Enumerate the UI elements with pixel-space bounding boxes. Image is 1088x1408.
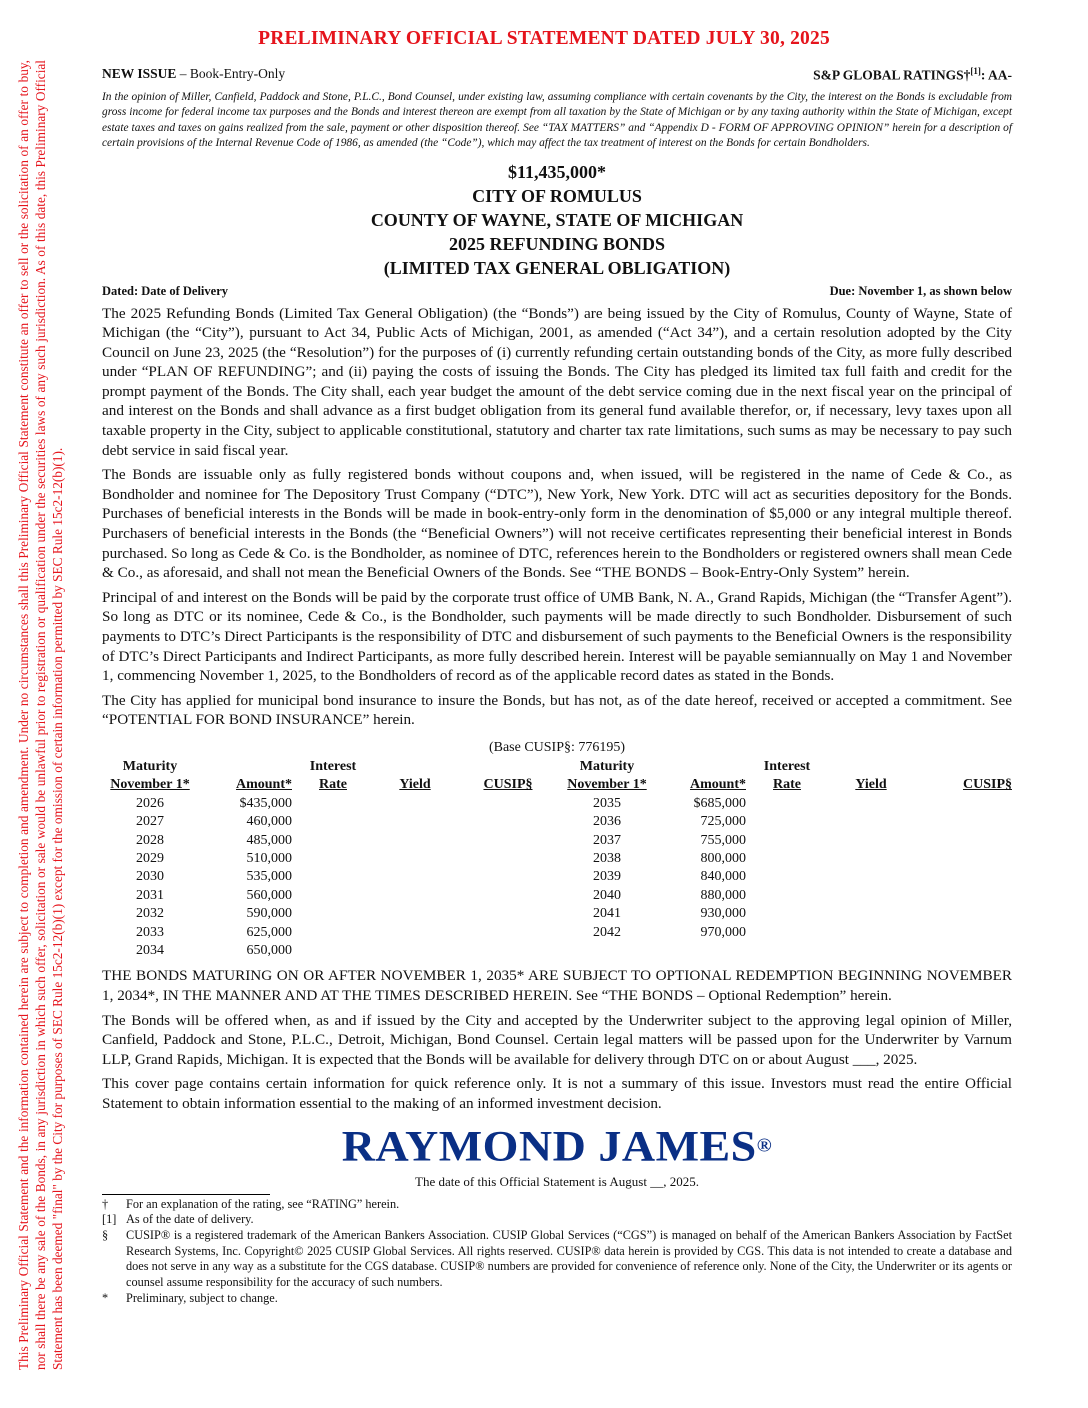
maturity-header-bottom: November 1*: [110, 777, 190, 793]
maturity-amount-cell: $685,000: [693, 795, 746, 811]
maturity-amount-cell: 625,000: [246, 924, 292, 940]
maturity-header-top: Maturity: [579, 758, 635, 774]
footnote-marker: *: [102, 1290, 109, 1305]
base-cusip: (Base CUSIP§: 776195): [488, 739, 626, 755]
maturity-header-bottom: November 1*: [567, 777, 647, 793]
maturity-amount-cell: 970,000: [700, 924, 746, 940]
interest-header-top: Interest: [309, 758, 357, 774]
maturity-year-cell: 2031: [136, 887, 164, 903]
maturity-year-cell: 2036: [593, 814, 621, 830]
maturity-column: [102, 758, 198, 960]
statement-date: The date of this Official Statement is August __, 2025.: [415, 1173, 699, 1189]
maturity-amount-cell: 460,000: [246, 814, 292, 830]
yield-header: Yield: [855, 777, 887, 793]
bond-counsel-opinion: In the opinion of Miller, Canfield, Paddock and Stone, P.L.C., Bond Counsel, under existing law, assuming compliance with certain covenants by the City, the interest on the Bonds is excludable from gross income for federal income tax purposes and the Bonds and interest thereon are exempt from all taxation by the State of Michigan or by any taxing authority within the State of Michigan, except estate taxes and taxes on gains realized from the sale, payment or other disposition thereof. See “TAX MATTERS” and “Appendix D - FORM OF APPROVING OPINION” herein for a description of certain provisions of the Internal Revenue Code of 1986, as amended (the “Code”), which may affect the tax treatment of interest on the Bonds for certain Bondholders.: [102, 90, 1012, 149]
maturity-amount-cell: 840,000: [700, 869, 746, 885]
maturity-column: [560, 758, 654, 960]
yield-header: Yield: [399, 777, 431, 793]
cusip-header: CUSIP§: [962, 777, 1012, 793]
maturity-year-cell: 2040: [593, 887, 621, 903]
maturity-year-cell: 2030: [136, 869, 164, 885]
obligation-type: (LIMITED TAX GENERAL OBLIGATION): [383, 257, 731, 278]
maturity-year-cell: 2033: [136, 924, 164, 940]
interest-header-top: Interest: [763, 758, 811, 774]
maturity-amount-cell: 485,000: [246, 832, 292, 848]
maturity-year-cell: 2026: [136, 795, 164, 811]
interest-column: [746, 758, 828, 960]
interest-header-bottom: Rate: [319, 777, 347, 793]
cover-page: [102, 66, 1012, 1307]
maturity-year-cell: 2042: [593, 924, 621, 940]
footnote-text: For an explanation of the rating, see “RATING” herein.: [126, 1196, 400, 1211]
maturity-amount-cell: 800,000: [700, 851, 746, 866]
maturity-schedule-table: [102, 758, 1012, 960]
maturity-table-left: [102, 758, 560, 960]
paragraph-insurance: The City has applied for municipal bond insurance to insure the Bonds, but has not, as of the date hereof, received or accepted a commitment. See “POTENTIAL FOR BOND INSURANCE” herein.: [102, 691, 1012, 729]
footnote-text: As of the date of delivery.: [126, 1212, 254, 1227]
footnote-marker: §: [102, 1228, 109, 1242]
dated-date: Dated: Date of Delivery: [102, 283, 228, 298]
footnotes: [102, 1197, 1012, 1307]
maturity-amount-cell: $435,000: [239, 795, 292, 811]
due-date: Due: November 1, as shown below: [829, 283, 1012, 298]
maturity-amount-cell: 755,000: [700, 832, 746, 848]
principal-amount: $11,435,000*: [507, 161, 606, 182]
yield-column: [828, 758, 914, 960]
footnote-item: [102, 1228, 1012, 1291]
issue-rating-row: [102, 66, 1012, 84]
dated-due-row: [102, 284, 1012, 299]
maturity-amount-cell: 535,000: [246, 869, 292, 885]
maturity-amount-cell: 510,000: [246, 851, 292, 866]
amount-column: [654, 758, 746, 960]
paragraph-offering: The Bonds will be offered when, as and if issued by the City and accepted by the Underwriter subject to the approving legal opinion of Miller, Canfield, Paddock and Stone, P.L.C., Detroit, Michigan, Bond Counsel. Certain legal matters will be passed upon for the Underwriter by Varnum LLP, Grand Rapids, Michigan. It is expected that the Bonds will be available for delivery through DTC on or about August ___, 2025.: [102, 1011, 1012, 1068]
footnote-item: [102, 1291, 1012, 1307]
maturity-amount-cell: 725,000: [700, 814, 746, 830]
bond-title-block: [102, 160, 1012, 280]
paragraph-book-entry: The Bonds are issuable only as fully registered bonds without coupons and, when issued, will be registered in the name of Cede & Co., as Bondholder and nominee for The Depository Trust Company (“DTC”), New York, New York. DTC will act as securities depository for the Bonds. Purchases of beneficial interests in the Bonds will be made in book-entry-only form in the denomination of $5,000 or any integral multiple thereof. Purchasers of beneficial interests in the Bonds (the “Beneficial Owners”) will not receive certificates representing their beneficial interest in Bonds purchased. So long as Cede & Co. is the Bondholder, as nominee of DTC, references herein to the Bondholders or registered owners shall mean Cede & Co., as aforesaid, and shall not mean the Beneficial Owners of the Bonds. See “THE BONDS – Book-Entry-Only System” herein.: [102, 466, 1012, 582]
sidebar-legal-notice: This Preliminary Official Statement and the information contained herein are subject to completion and amendment. Under no circumstances shall this Preliminary Official Statement constitute an offer to sell or the solicitation of an offer to buy, nor shall there be any sale of the Bonds, in any jurisdiction in which such offer, solicitation or sale would be unlawful prior to registration or qualification under the securities laws of any such jurisdiction. As of this date, this Preliminary Official Statement has been deemed "final" by the City for purposes of SEC Rule 15c2-12(b)(1) except for the omission of certain information permitted by SEC Rule 15c2-12(b)(1).: [16, 60, 65, 1370]
amount-header: Amount*: [235, 777, 292, 793]
maturity-year-cell: 2032: [136, 906, 164, 922]
paragraph-purpose: The 2025 Refunding Bonds (Limited Tax General Obligation) (the “Bonds”) are being issued by the City of Romulus, County of Wayne, State of Michigan (the “City”), pursuant to Act 34, Public Acts of Michigan, 2001, as amended (“Act 34”), and a certain resolution adopted by the City Council on June 23, 2025 (the “Resolution”) for the purposes of (i) currently refunding certain outstanding bonds of the City, as more fully described under “PLAN OF REFUNDING”; and (ii) paying the costs of issuing the Bonds. The City has pledged its limited tax full faith and credit for the prompt payment of the Bonds. The City shall, each year budget the amount of the debt service coming due in the next fiscal year on the principal of and interest on the Bonds and shall advance as a first budget obligation from its general fund available therefor, or, if necessary, levy taxes upon all taxable property in the City, subject to applicable constitutional, statutory and charter tax rate limitations, such sums as may be necessary to pay such debt service in said fiscal year.: [102, 304, 1012, 459]
maturity-header-top: Maturity: [122, 758, 178, 774]
issuer-name: CITY OF ROMULUS: [472, 185, 642, 206]
maturity-year-cell: 2034: [136, 943, 164, 959]
maturity-amount-cell: 560,000: [246, 887, 292, 903]
paragraph-payment: Principal of and interest on the Bonds will be paid by the corporate trust office of UMB Bank, N. A., Grand Rapids, Michigan (the “Transfer Agent”). So long as DTC or its nominee, Cede & Co., is the Bondholder, such payments will be made directly to such Bondholder. Disbursement of such payments to DTC’s Direct Participants is the responsibility of DTC and disbursement of such payments to the Beneficial Owners is the responsibility of DTC’s Direct Participants and Indirect Participants, as more fully described herein. Interest will be payable semiannually on May 1 and November 1, commencing November 1, 2025, to the Bondholders of record as of the applicable record dates as stated in the Bonds.: [102, 588, 1012, 685]
raymond-james-logo: RAYMOND JAMES®: [341, 1120, 773, 1170]
maturity-year-cell: 2029: [136, 851, 164, 866]
maturity-amount-cell: 650,000: [246, 943, 292, 959]
amount-column: [198, 758, 292, 960]
maturity-year-cell: 2041: [593, 906, 621, 922]
maturity-year-cell: 2039: [593, 869, 621, 885]
footnote-text: CUSIP® is a registered trademark of the American Bankers Association. CUSIP Global Services (“CGS”) is managed on behalf of the American Bankers Association by FactSet Research Systems, Inc. Copyright© 2025 CUSIP Global Services. All rights reserved. CUSIP® data herein is provided by CGS. This data is not intended to create a database and does not serve in any way as a substitute for the CGS database. CUSIP® numbers are provided for convenience of reference only. None of the City, the Underwriter or its agents or counsel assume responsibility for the accuracy of such numbers.: [126, 1228, 1012, 1290]
footnote-item: [102, 1197, 1012, 1213]
maturity-amount-cell: 930,000: [700, 906, 746, 922]
maturity-year-cell: 2038: [593, 851, 621, 866]
issue-type: NEW ISSUE – Book-Entry-Only: [102, 66, 286, 81]
issuer-county: COUNTY OF WAYNE, STATE OF MICHIGAN: [370, 209, 744, 230]
rating: S&P GLOBAL RATINGS†[1]: AA-: [813, 66, 1012, 83]
interest-column: [292, 758, 374, 960]
footnote-divider: [102, 1194, 270, 1195]
paragraph-quick-reference: This cover page contains certain information for quick reference only. It is not a summary of this issue. Investors must read the entire Official Statement to obtain information essential to the making of an informed investment decision.: [102, 1075, 1012, 1112]
maturity-amount-cell: 880,000: [700, 887, 746, 903]
maturity-table-right: [560, 758, 1012, 960]
maturity-amount-cell: 590,000: [246, 906, 292, 922]
maturity-year-cell: 2037: [593, 832, 621, 848]
footnote-marker: [1]: [102, 1212, 117, 1227]
interest-header-bottom: Rate: [773, 777, 801, 793]
footnote-item: [102, 1212, 1012, 1228]
cusip-header: CUSIP§: [483, 777, 533, 793]
footnote-marker: †: [102, 1196, 109, 1211]
paragraph-redemption: THE BONDS MATURING ON OR AFTER NOVEMBER 1, 2035* ARE SUBJECT TO OPTIONAL REDEMPTION BEGINNING NOVEMBER 1, 2034*, IN THE MANNER AND AT THE TIMES DESCRIBED HEREIN. See “THE BONDS – Optional Redemption” herein.: [102, 967, 1012, 1005]
maturity-year-cell: 2028: [136, 832, 164, 848]
preliminary-banner: PRELIMINARY OFFICIAL STATEMENT DATED JULY 30, 2025: [258, 28, 830, 49]
maturity-year-cell: 2027: [136, 814, 164, 830]
series-name: 2025 REFUNDING BONDS: [448, 233, 666, 254]
cusip-column: [914, 758, 1012, 960]
cusip-column: [456, 758, 560, 960]
maturity-year-cell: 2035: [593, 795, 621, 811]
amount-header: Amount*: [689, 777, 746, 793]
footnote-text: Preliminary, subject to change.: [126, 1290, 278, 1305]
yield-column: [374, 758, 456, 960]
